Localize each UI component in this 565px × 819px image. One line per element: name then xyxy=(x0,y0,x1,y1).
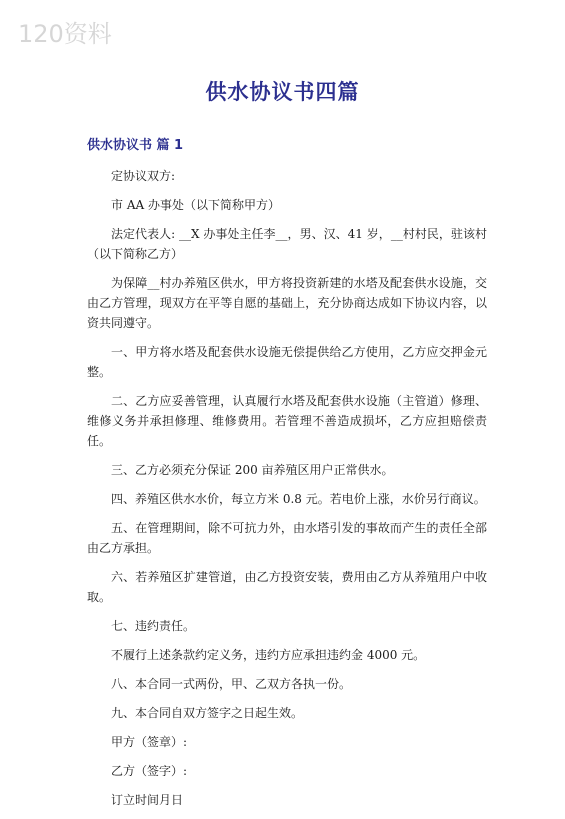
section-title: 供水协议书 篇 1 xyxy=(87,138,184,153)
paragraph-party-b: 法定代表人: __X 办事处主任李__，男、汉、41 岁，__村村民，驻该村（以下简称乙方） xyxy=(87,227,487,261)
document-title: 供水协议书四篇 xyxy=(205,80,360,104)
clause-7-detail: 不履行上述条款约定义务，违约方应承担违约金 4000 元。 xyxy=(111,648,426,662)
paragraph-parties: 定协议双方: xyxy=(111,169,176,183)
signing-date: 订立时间月日 xyxy=(111,793,184,807)
clause-2: 二、乙方应妥善管理，认真履行水塔及配套供水设施（主管道）修理、维修义务并承担修理、维修费用。若管理不善造成损坏，乙方应担赔偿责任。 xyxy=(87,394,487,448)
signature-party-b: 乙方（签字）: xyxy=(111,764,188,778)
paragraph-preamble: 为保障__村办养殖区供水，甲方将投资新建的水塔及配套供水设施，交由乙方管理，现双方在平等自愿的基础上，充分协商达成如下协议内容，以资共同遵守。 xyxy=(87,276,487,330)
clause-1: 一、甲方将水塔及配套供水设施无偿提供给乙方使用，乙方应交押金元整。 xyxy=(87,345,487,379)
clause-4: 四、养殖区供水水价，每立方米 0.8 元。若电价上涨，水价另行商议。 xyxy=(111,492,486,506)
clause-3: 三、乙方必须充分保证 200 亩养殖区用户正常供水。 xyxy=(111,463,394,477)
signature-party-a: 甲方（签章）: xyxy=(111,735,188,749)
paragraph-party-a: 市 AA 办事处（以下简称甲方） xyxy=(111,198,280,212)
agreement-body xyxy=(87,166,487,819)
clause-8: 八、本合同一式两份，甲、乙双方各执一份。 xyxy=(111,677,352,691)
clause-7: 七、违约责任。 xyxy=(111,619,196,633)
watermark-logo: 120资料 xyxy=(18,20,112,48)
clause-5: 五、在管理期间，除不可抗力外，由水塔引发的事故而产生的责任全部由乙方承担。 xyxy=(87,521,487,555)
clause-9: 九、本合同自双方签字之日起生效。 xyxy=(111,706,304,720)
clause-6: 六、若养殖区扩建管道，由乙方投资安装，费用由乙方从养殖用户中收取。 xyxy=(87,570,487,604)
